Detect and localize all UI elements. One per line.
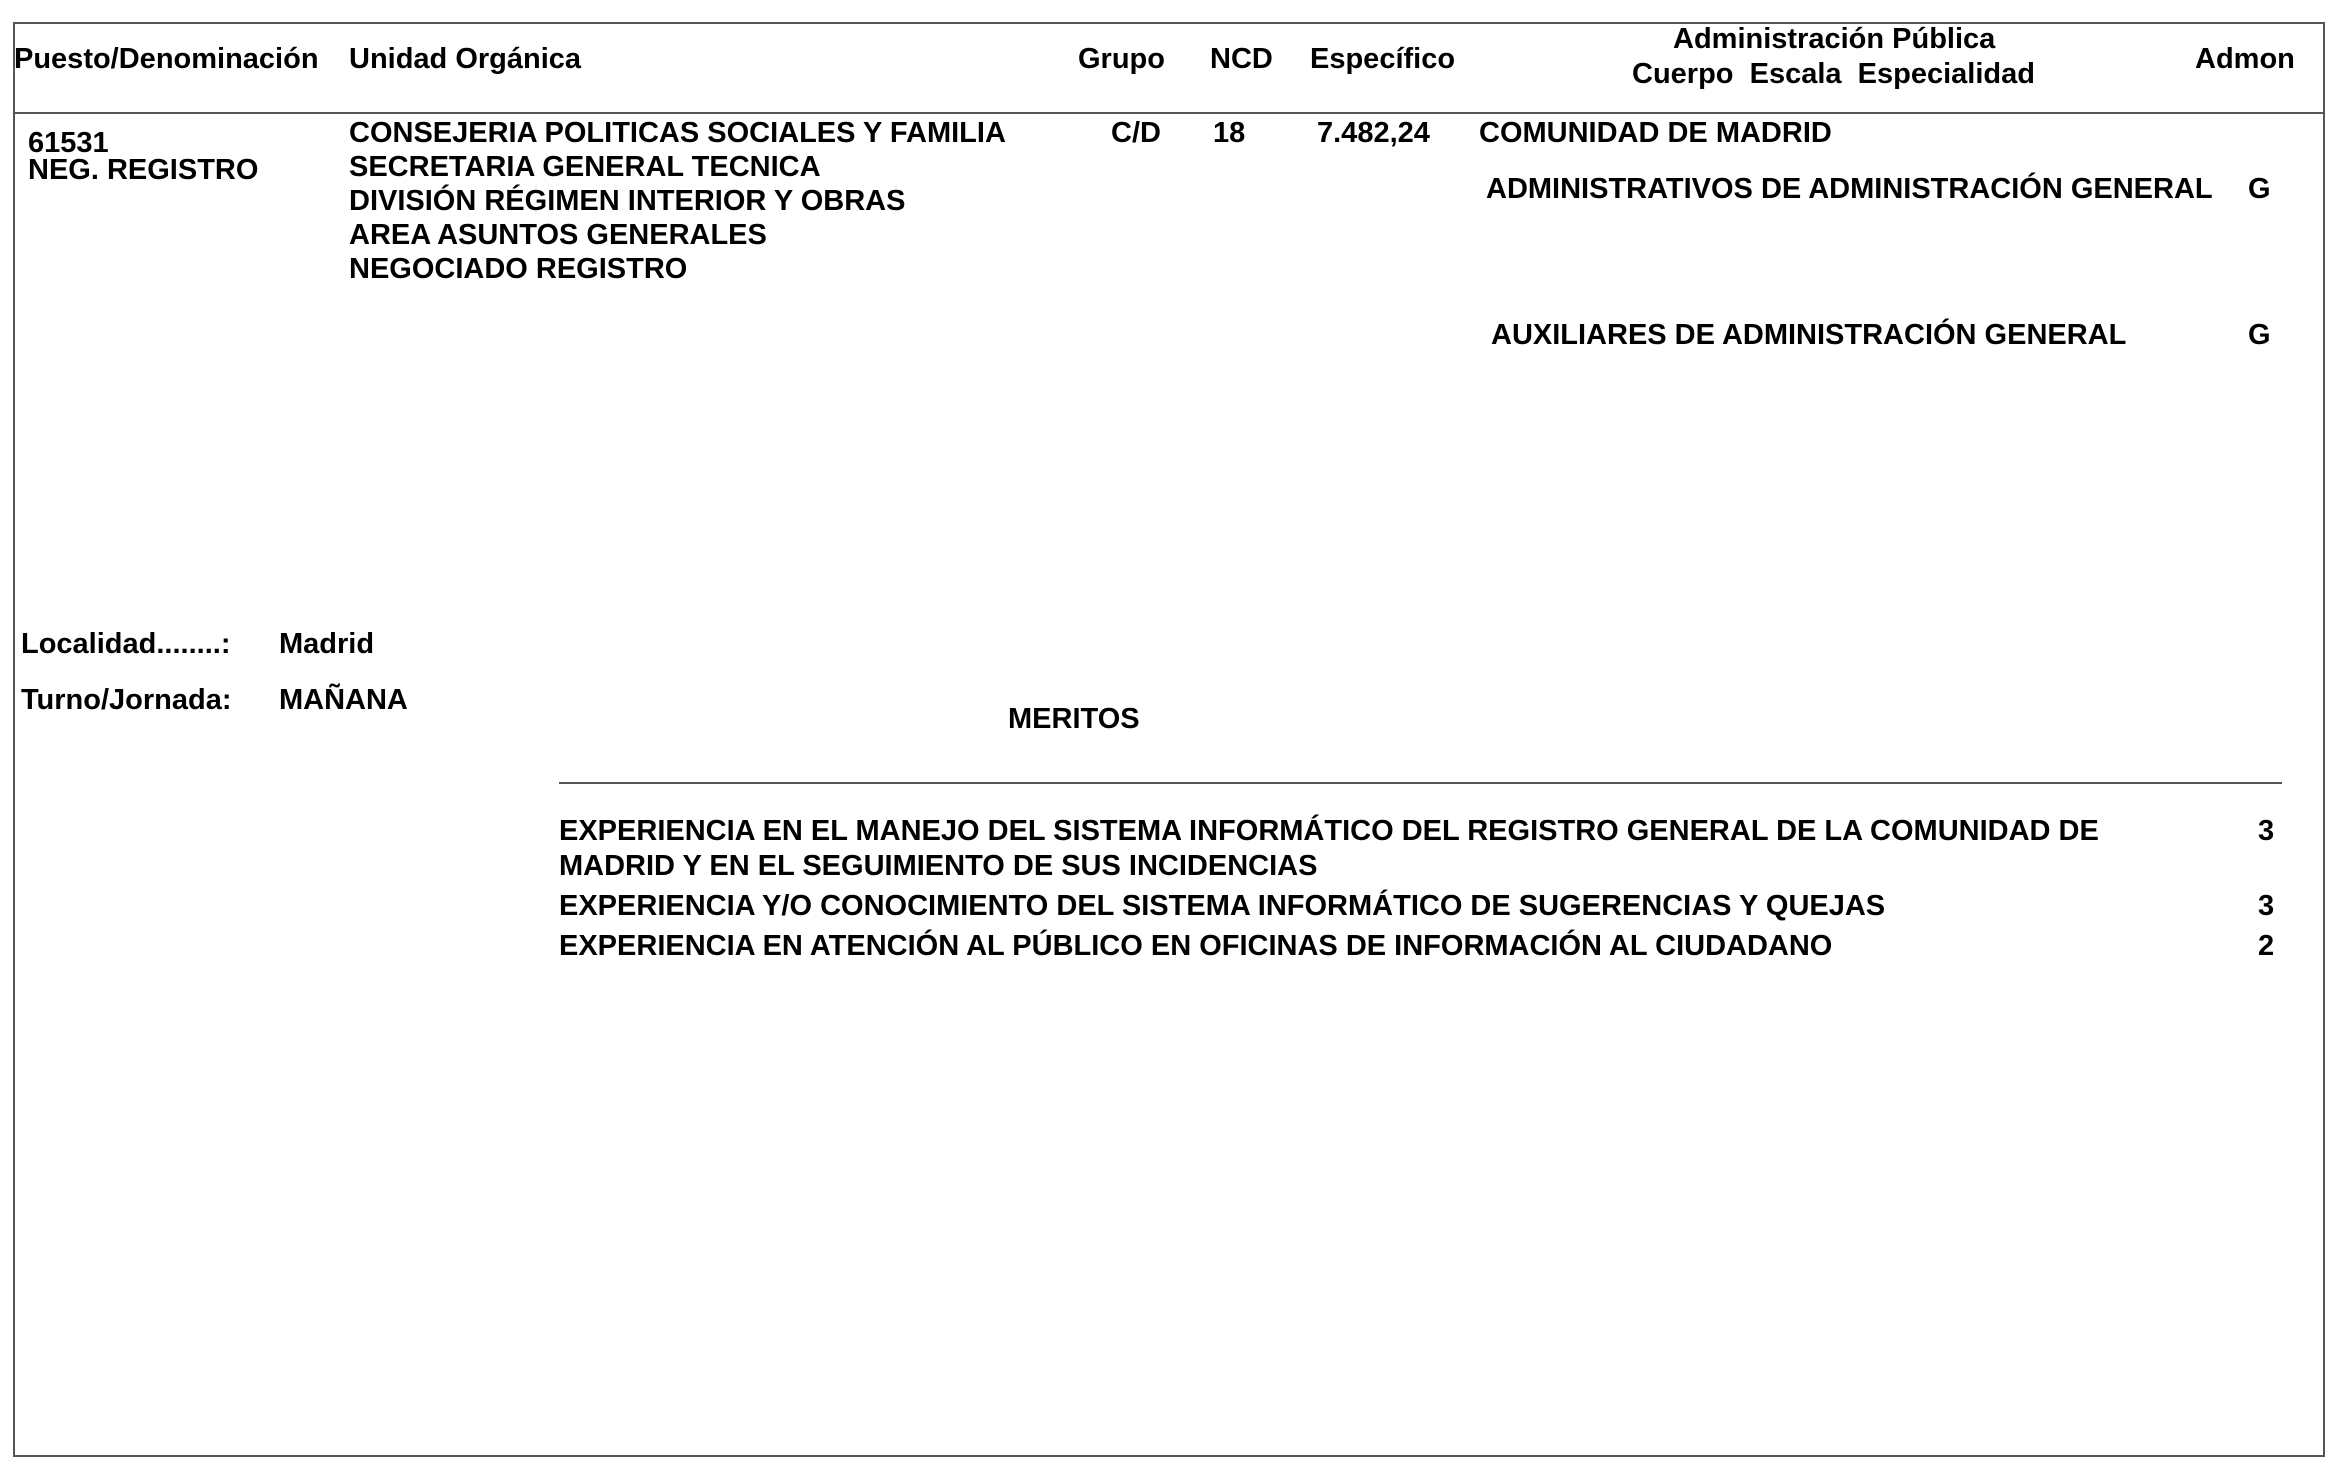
unidad-line: CONSEJERIA POLITICAS SOCIALES Y FAMILIA [349,117,1006,149]
unidad-organica [349,116,1006,286]
turno-label: Turno/Jornada: [21,684,232,716]
row-administracion: COMUNIDAD DE MADRID [1479,117,1832,149]
unidad-line: NEGOCIADO REGISTRO [349,253,688,285]
row-especifico: 7.482,24 [1317,117,1430,149]
row-grupo: C/D [1111,117,1161,149]
merito-text: EXPERIENCIA EN ATENCIÓN AL PÚBLICO EN OFICINAS DE INFORMACIÓN AL CIUDADANO [559,930,1833,962]
cuerpo-name: ADMINISTRATIVOS DE ADMINISTRACIÓN GENERAL [1486,173,2213,205]
meritos-divider [559,782,2282,784]
merito-text-cont: MADRID Y EN EL SEGUIMIENTO DE SUS INCIDENCIAS [559,850,1318,882]
puesto-denominacion: NEG. REGISTRO [28,154,259,186]
localidad-value: Madrid [279,628,375,660]
puesto-codigo: 61531 [28,127,109,159]
cuerpo-name: AUXILIARES DE ADMINISTRACIÓN GENERAL [1491,319,2127,351]
header-grupo: Grupo [1078,43,1165,75]
header-cuerpo-escala: Cuerpo Escala Especialidad [1632,58,2035,90]
meritos-title: MERITOS [1008,703,1140,735]
turno-value: MAÑANA [279,684,408,716]
unidad-line: DIVISIÓN RÉGIMEN INTERIOR Y OBRAS [349,185,906,217]
header-admin-publica: Administración Pública [1673,23,1996,55]
header-ncd: NCD [1210,43,1273,75]
merito-points: 3 [2258,815,2275,847]
merito-text: EXPERIENCIA EN EL MANEJO DEL SISTEMA INFORMÁTICO DEL REGISTRO GENERAL DE LA COMUNIDAD DE [559,815,2099,847]
header-divider [13,112,2325,114]
merito-points: 3 [2258,890,2275,922]
header-puesto: Puesto/Denominación [14,43,319,75]
row-ncd: 18 [1213,117,1246,149]
unidad-line: SECRETARIA GENERAL TECNICA [349,151,821,183]
cuerpo-admon: G [2248,173,2271,205]
cuerpo-admon: G [2248,319,2271,351]
merito-points: 2 [2258,930,2275,962]
localidad-label: Localidad........: [21,628,231,660]
header-unidad: Unidad Orgánica [349,43,582,75]
header-admon: Admon [2195,43,2295,75]
unidad-line: AREA ASUNTOS GENERALES [349,219,767,251]
merito-text: EXPERIENCIA Y/O CONOCIMIENTO DEL SISTEMA INFORMÁTICO DE SUGERENCIAS Y QUEJAS [559,890,1886,922]
header-especifico: Específico [1310,43,1456,75]
